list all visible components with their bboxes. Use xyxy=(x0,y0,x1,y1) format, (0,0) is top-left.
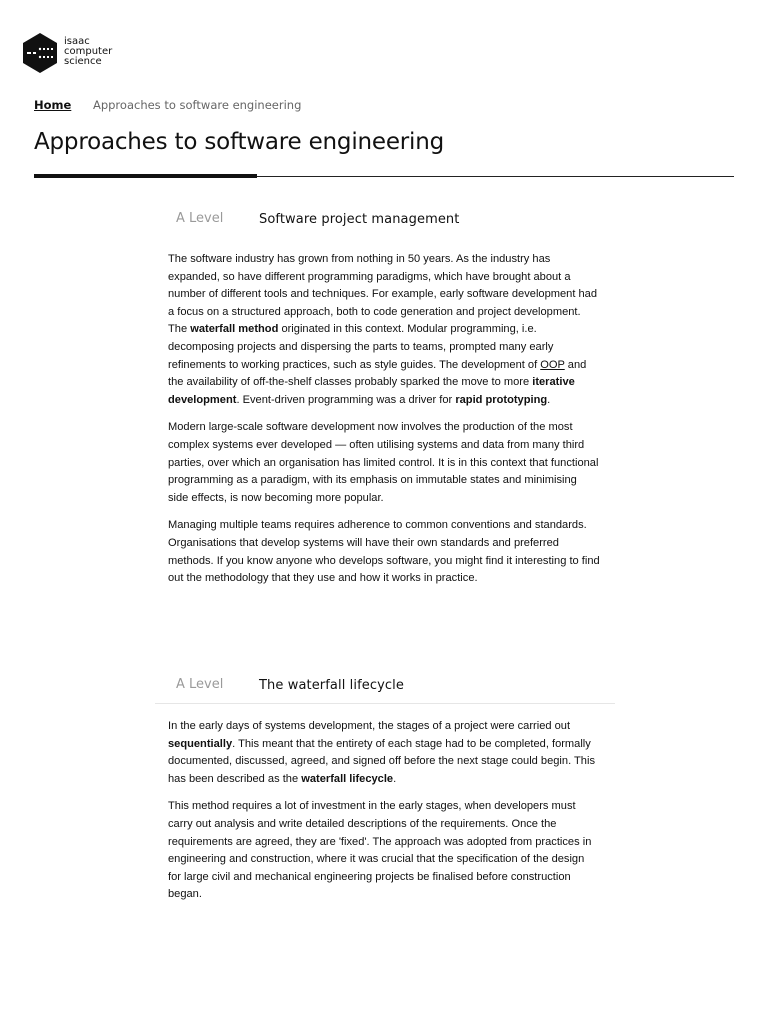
paragraph xyxy=(168,251,600,409)
page-title: Approaches to software engineering xyxy=(34,129,445,155)
text-run: originated in this context. Modular programming, i.e. decomposing projects and dispersing the parts to teams, prompted many early refinements to working practices, such as style guides. The development of xyxy=(168,323,554,371)
bold-term: waterfall method xyxy=(190,323,279,336)
section-header-waterfall-lifecycle[interactable] xyxy=(155,674,615,704)
section-content-waterfall-lifecycle xyxy=(168,718,600,914)
logo-line-3: science xyxy=(64,56,102,67)
bold-term: rapid prototyping xyxy=(455,393,548,406)
logo-line-1: isaac xyxy=(64,36,90,47)
isaac-logo[interactable] xyxy=(22,33,122,73)
section-divider xyxy=(155,703,615,704)
oop-glossary-link[interactable]: OOP xyxy=(540,358,565,371)
hexagon-logo-icon xyxy=(22,33,58,73)
logo-wordmark xyxy=(64,37,112,67)
paragraph: Managing multiple teams requires adherence to common conventions and standards. Organisations that develop systems will have their own standards and preferred methods. If you know anyone who develops software, you might find it interesting to find out the methodology that they use and how it works in practice. xyxy=(168,519,600,585)
title-accent-bar xyxy=(34,174,257,178)
section-content-software-project-management xyxy=(168,251,600,598)
text-run: . This meant that the entirety of each stage had to be completed, formally documented, discussed, agreed, and signed off before the next stage could begin. This has been described as the xyxy=(168,737,595,785)
paragraph xyxy=(168,718,600,788)
bold-term: waterfall lifecycle xyxy=(301,772,394,785)
section-title: Software project management xyxy=(259,212,460,227)
text-run: . Event-driven programming was a driver for xyxy=(236,393,456,406)
text-run: and the availability of off-the-shelf classes probably sparked the move to more xyxy=(168,358,587,389)
text-run: . xyxy=(393,772,397,785)
section-header-software-project-management[interactable] xyxy=(155,208,615,238)
paragraph: Modern large-scale software development now involves the production of the most complex systems ever developed — often utilising systems and data from many third parties, over which an organisation has limited control. It is in this context that functional programming as a paradigm, with its emphasis on immutable states and minimising side effects, is now becoming more popular. xyxy=(168,421,599,504)
bold-term: iterative development xyxy=(168,376,575,406)
bold-term: sequentially xyxy=(168,737,233,750)
section-level-badge: A Level xyxy=(176,211,224,226)
breadcrumb-current: Approaches to software engineering xyxy=(92,98,302,112)
text-run: The software industry has grown from nothing in 50 years. As the industry has expanded, so have different programming paradigms, which have brought about a number of different tools and techniques. For example, early software development had a focus on a structured approach, both to code generation and project development. The xyxy=(168,253,597,336)
breadcrumb xyxy=(34,98,301,112)
breadcrumb-home-link[interactable]: Home xyxy=(34,98,72,112)
text-run: . xyxy=(547,393,551,406)
paragraph: This method requires a lot of investment in the early stages, when developers must carry out analysis and write detailed descriptions of the requirements. Once the requirements are agreed, they are 'fixed'. The approach was adopted from practices in engineering and construction, where it was crucial that the specification of the design for large civil and mechanical engineering projects be finalised before construction began. xyxy=(168,800,592,901)
section-title: The waterfall lifecycle xyxy=(259,678,404,693)
text-run: In the early days of systems development, the stages of a project were carried out xyxy=(168,720,571,732)
section-level-badge: A Level xyxy=(176,677,224,692)
logo-line-2: computer xyxy=(64,46,113,57)
